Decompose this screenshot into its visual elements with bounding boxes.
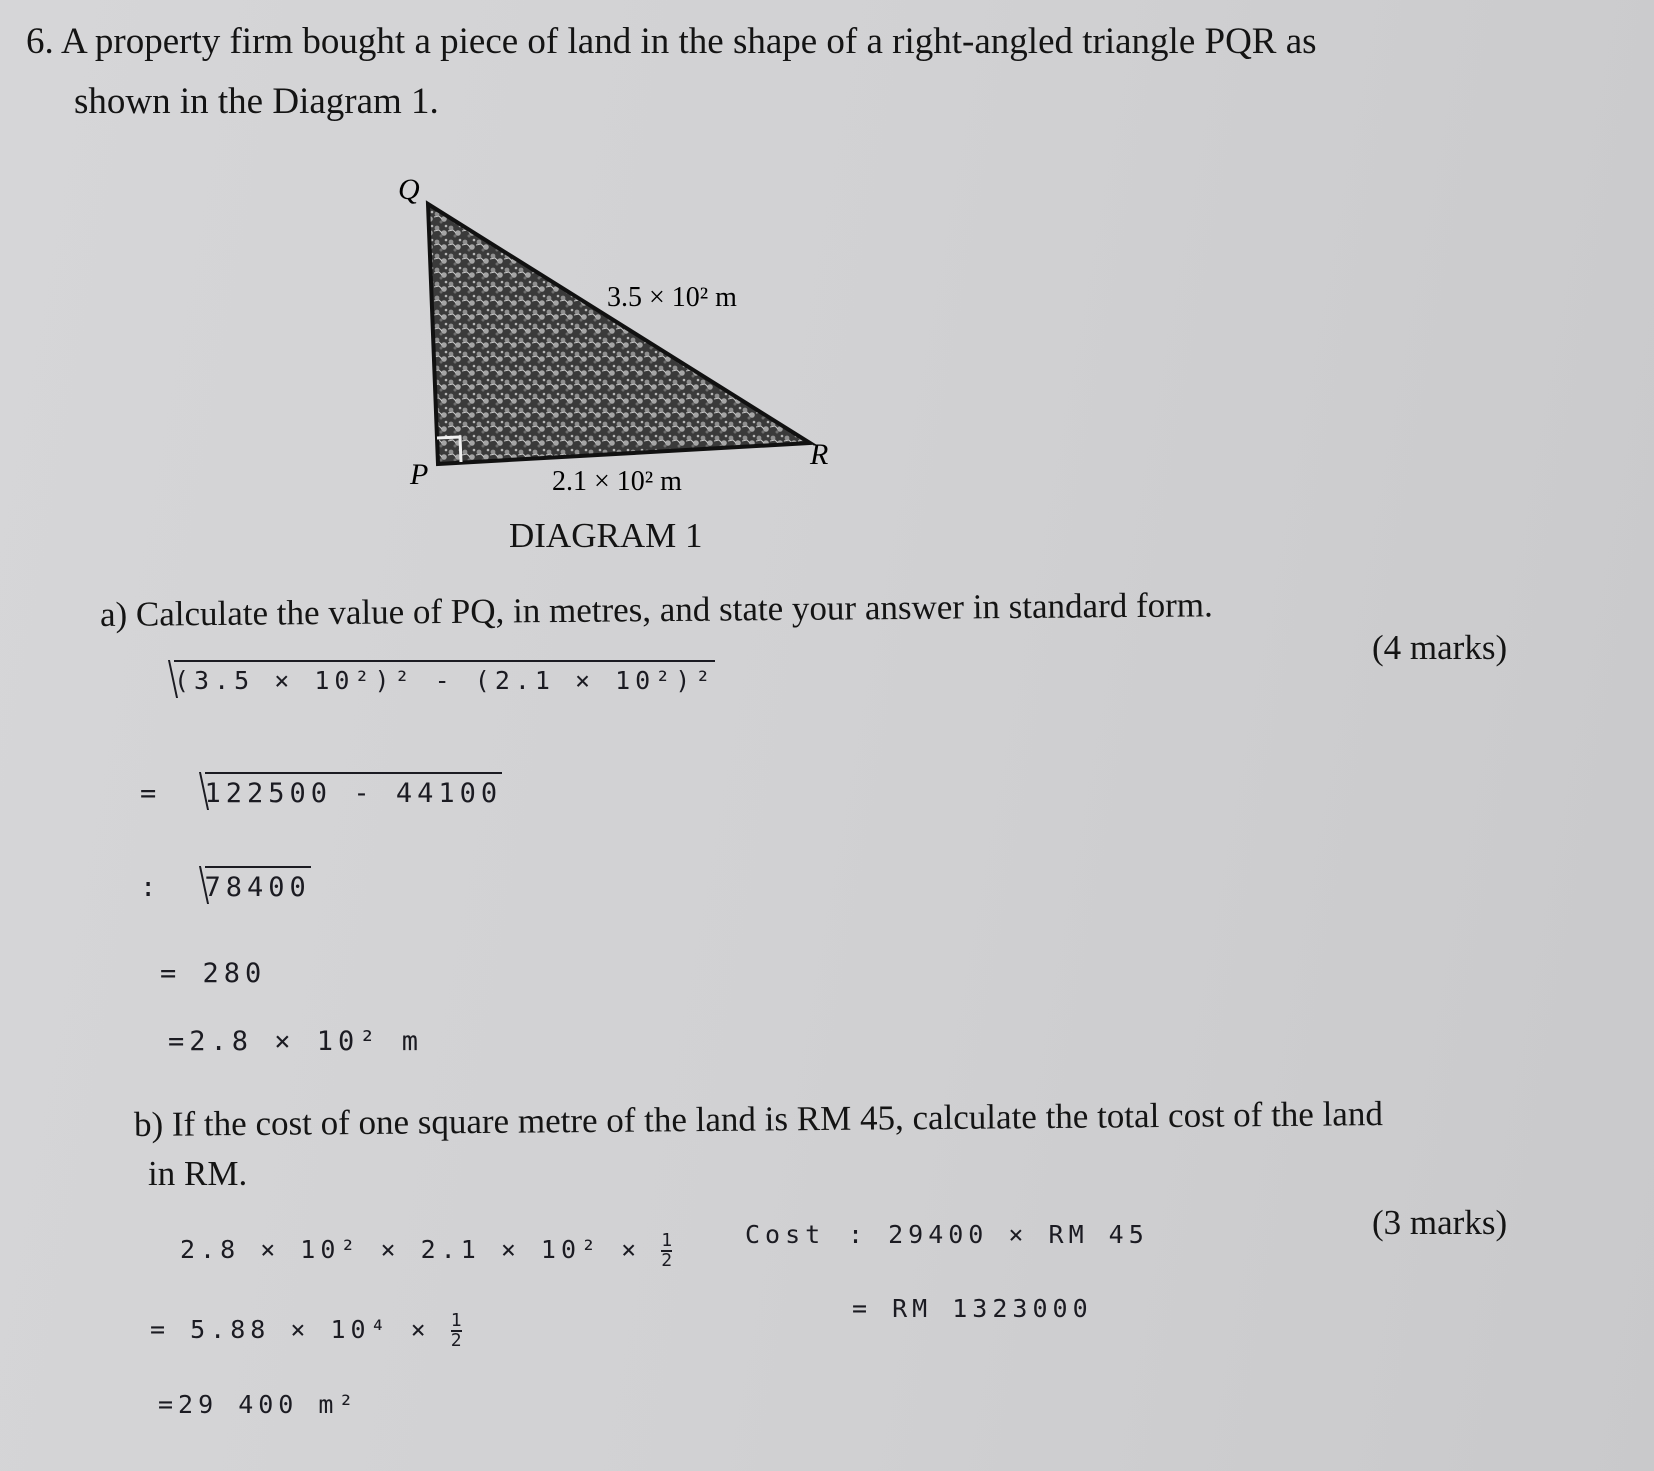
part-a-question: a) Calculate the value of PQ, in metres, and state your answer in standard form. — [99, 585, 1213, 634]
fraction-denominator: 2 — [661, 1250, 673, 1271]
working-b-line-3: =29 400 m² — [158, 1390, 359, 1419]
part-b-question-line-2: in RM. — [148, 1154, 248, 1193]
vertex-r-label: R — [810, 438, 829, 471]
equals-sign: = — [140, 778, 162, 809]
working-b-line-1 — [180, 1232, 672, 1270]
sqrt-sign: 122500 - 44100 — [205, 772, 503, 809]
working-a-line-2 — [140, 772, 502, 809]
diagram-caption: DIAGRAM 1 — [509, 516, 703, 555]
equals-sign: : — [140, 872, 162, 903]
working-b-line-2 — [150, 1312, 462, 1350]
fraction-numerator: 1 — [661, 1230, 673, 1251]
land-triangle — [428, 204, 810, 464]
vertex-q-label: Q — [398, 173, 420, 206]
working-a-line-3 — [140, 866, 311, 903]
cost-line-1: : 29400 × RM 45 — [848, 1220, 1149, 1249]
question-line-2: shown in the Diagram 1. — [74, 81, 439, 122]
hypotenuse-label: 3.5 × 10² m — [607, 282, 737, 313]
base-label: 2.1 × 10² m — [552, 466, 682, 497]
working-a-line-5: =2.8 × 10² m — [168, 1026, 424, 1057]
cost-label: Cost — [745, 1220, 826, 1249]
question-line-1: 6. A property firm bought a piece of land in the shape of a right-angled triangle PQR as — [26, 21, 1317, 62]
part-a-marks: (4 marks) — [1372, 628, 1508, 667]
part-b-question-line-1: b) If the cost of one square metre of the land is RM 45, calculate the total cost of the land — [133, 1094, 1384, 1144]
part-b-marks: (3 marks) — [1372, 1203, 1508, 1242]
fraction-half — [661, 1232, 672, 1270]
sqrt-sign: (3.5 × 10²)² - (2.1 × 10²)² — [174, 660, 715, 695]
working-a-line-1 — [152, 660, 715, 695]
fraction-denominator: 2 — [450, 1330, 462, 1351]
triangle-diagram — [0, 0, 1654, 600]
sqrt-sign: 78400 — [205, 866, 311, 903]
working-b-expression: = 5.88 × 10⁴ × — [150, 1315, 431, 1344]
cost-line-2: = RM 1323000 — [852, 1294, 1093, 1323]
fraction-half — [451, 1312, 462, 1350]
fraction-numerator: 1 — [450, 1310, 462, 1331]
working-a-line-4: = 280 — [160, 958, 267, 989]
working-b-expression: 2.8 × 10² × 2.1 × 10² × — [180, 1235, 642, 1264]
vertex-p-label: P — [410, 458, 429, 491]
